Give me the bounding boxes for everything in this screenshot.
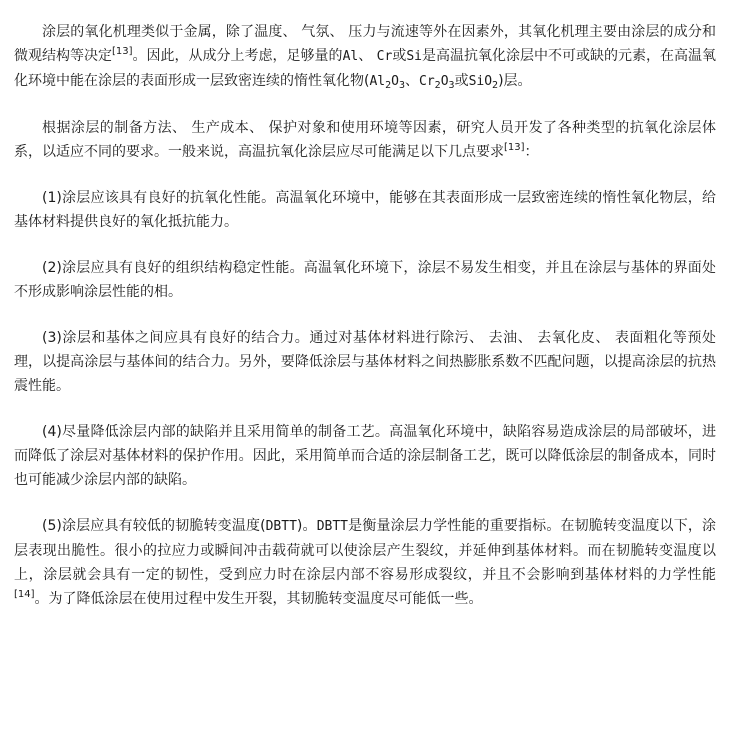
text-segment: )层。 — [498, 73, 532, 89]
formula-al2o3: $Al_2O_3$ — [369, 74, 406, 91]
abbrev-dbtt: DBTT — [265, 519, 297, 534]
citation-ref: [14] — [14, 589, 35, 600]
requirement-item-2: (2)涂层应具有良好的组织结构稳定性能。高温氧化环境下，涂层不易发生相变，并且在涂层与基体的界面处不形成影响涂层性能的相。 — [14, 260, 716, 300]
text-segment: 或 — [392, 48, 407, 64]
element-symbol-si: Si — [406, 49, 422, 64]
formula-cr2o3: $Cr_2O_3$ — [419, 74, 455, 91]
text-segment: 。因此，从成分上考虑，足够量的 — [132, 48, 343, 64]
paragraph-requirements-intro — [14, 116, 716, 164]
text-segment: 涂层的氧化机理类似于金属，除了温度、 气氛、 压力与流速等外在因素外，其氧化机理主要由涂层的成分和微观结构等决定 — [14, 24, 716, 64]
abbrev-dbtt: DBTT — [316, 519, 349, 534]
formula-sio2: SiO$_2$ — [468, 74, 499, 91]
element-symbol-cr: Cr — [376, 49, 393, 64]
text-segment: 是衡量涂层力学性能的重要指标。在韧脆转变温度以下，涂层表现出脆性。很小的拉应力或瞬间冲击载荷就可以使涂层产生裂纹，并延伸到基体材料。而在韧脆转变温度以上，涂层就会具有一定的韧性，受到应力时在涂层内部不容易形成裂纹，并且不会影响到基体材料的力学性能 — [14, 518, 717, 583]
text-segment: (5)涂层应具有较低的韧脆转变温度( — [42, 518, 266, 534]
text-segment: )。 — [296, 518, 317, 534]
citation-ref: [13] — [112, 46, 133, 57]
requirement-item-4: (4)尽量降低涂层内部的缺陷并且采用简单的制备工艺。高温氧化环境中，缺陷容易造成涂层的局部破坏，进而降低了涂层对基体材料的保护作用。因此，采用简单而合适的涂层制备工艺，既可以降低涂层的制备成本，同时也可能减少涂层内部的缺陷。 — [14, 424, 716, 488]
text-segment: 、 — [405, 73, 420, 89]
text-segment: 或 — [454, 73, 469, 89]
text-segment: ： — [524, 144, 539, 160]
text-segment: 是高温抗氧化涂层中不可或缺的元素，在高温氧化环境中能在涂层的表面形成一层致密连续的惰性氧化物( — [14, 48, 717, 89]
element-symbol-al: Al — [342, 49, 359, 64]
text-segment: 。为了降低涂层在使用过程中发生开裂，其韧脆转变温度尽可能低一些。 — [34, 591, 483, 607]
requirement-item-3: (3)涂层和基体之间应具有良好的结合力。通过对基体材料进行除污、 去油、 去氧化皮、 表面粗化等预处理，以提高涂层与基体间的结合力。另外，要降低涂层与基体材料之间热膨胀系数不匹配问题，以提高涂层的抗热震性能。 — [14, 330, 716, 394]
requirement-item-5 — [14, 514, 716, 611]
text-segment: 根据涂层的制备方法、 生产成本、 保护对象和使用环境等因素，研究人员开发了各种类型的抗氧化涂层体系，以适应不同的要求。一般来说，高温抗氧化涂层应尽可能满足以下几点要求 — [14, 120, 716, 160]
requirement-item-1: (1)涂层应该具有良好的抗氧化性能。高温氧化环境中，能够在其表面形成一层致密连续的惰性氧化物层，给基体材料提供良好的氧化抵抗能力。 — [14, 190, 716, 230]
paragraph-oxidation-mechanism — [14, 20, 716, 94]
citation-ref: [13] — [504, 142, 525, 153]
text-segment: 、 — [358, 48, 377, 64]
